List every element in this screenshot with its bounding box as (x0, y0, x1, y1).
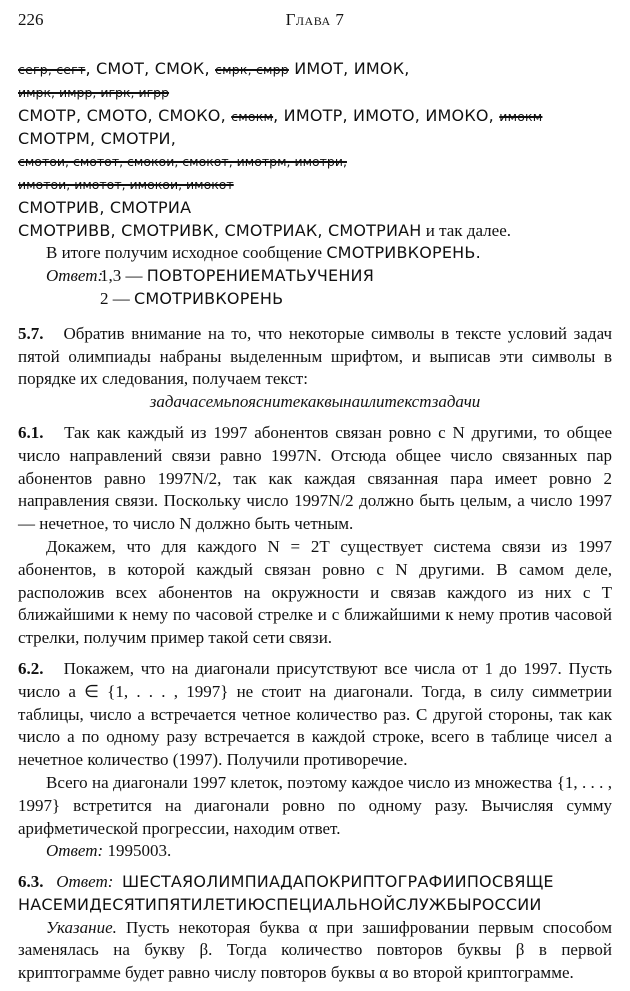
problem-number: 6.1. (18, 422, 44, 442)
struck-variants: сегр, сегт (18, 62, 86, 77)
hint-text: Пусть некоторая буква α при зашифровании первым способом заменялась на букву β. Тогда количество повторов буквы β в первой криптограмме будет равно числу повторов буквы α во второй криптограмме. (18, 917, 612, 983)
solution-6-1 (18, 422, 612, 536)
answer-value: 1995003. (103, 841, 172, 861)
hidden-message: задачасемьпояснитекаквынаилитекстзадачи (149, 392, 481, 412)
result-word: СМОТРИВКОРЕНЬ. (326, 243, 481, 263)
answer-row-2 (18, 288, 612, 311)
solution-5-7 (18, 323, 612, 391)
variants: СМОТР, СМОТО, СМОКО, (18, 105, 232, 125)
struck-variants: имокм (499, 108, 543, 124)
variants: , ИМОТР, ИМОТО, ИМОКО, (273, 105, 500, 125)
decode-line-8 (18, 220, 612, 243)
decode-line-1 (18, 58, 612, 82)
solution-text: Так как каждый из 1997 абонентов связан ровно с N другими, то общее число направлений связи равно 1997N. Отсюда общее число связанных пар абонентов равно 1997N/2, так как каждая связанная пара имеет ровно 2 направления связи. Поскольку число 1997N/2 должно быть целым, а число 1997 — нечетное, то число N должно быть четным. (18, 422, 613, 534)
decode-line-4: СМОТРМ, СМОТРИ, (18, 129, 177, 149)
answer-number: 2 — (100, 288, 134, 308)
decode-line-6: имотои, имотот, имокои, имокот (18, 176, 234, 192)
trailing-text: и так далее. (421, 220, 511, 240)
answer-row-1 (18, 265, 612, 288)
struck-variants: смокм (231, 108, 274, 124)
decode-result (18, 242, 612, 265)
solution-6-1-part-2: Докажем, что для каждого N = 2T существует система связи из 1997 абонентов, в которой каждый связан ровно с N другими. В самом деле, расположив всех абонентов на окружности и связав каждого из них с T ближайшими к нему по часовой стрелке и с ближайшими к нему против часовой стрелки, получим пример такой сети связи. (18, 536, 612, 648)
solution-6-2 (18, 658, 612, 772)
answer-text-line-2: НАСЕМИДЕСЯТИПЯТИЛЕТИЮСПЕЦИАЛЬНОЙСЛУЖБЫРОССИИ (18, 894, 542, 914)
variants: , СМОТ, СМОК, (85, 59, 216, 78)
answer-number: 1,3 — (100, 266, 147, 286)
answer-label: Ответ: (56, 872, 114, 892)
result-text: В итоге получим исходное сообщение (46, 243, 327, 263)
page-content (18, 58, 612, 985)
decode-line-5: смотои, смотот, смокои, смокот, имотрм, имотри, (18, 154, 347, 170)
solution-text: Обратив внимание на то, что некоторые символы в тексте условий задач пятой олимпиады набраны выделенным шрифтом, и выписав эти символы в порядке их следования, получаем текст: (18, 323, 612, 389)
spacer (18, 863, 612, 871)
decode-line-2: имрк, имрр, игрк, игрр (18, 84, 170, 100)
answer-label: Ответ: (46, 266, 104, 286)
solution-6-3 (18, 871, 612, 917)
problem-number: 5.7. (18, 323, 44, 343)
solution-6-3-hint (18, 917, 612, 985)
answer-text: СМОТРИВКОРЕНЬ (134, 288, 284, 308)
spacer (18, 650, 612, 658)
answer-text-line-1: ШЕСТАЯОЛИМПИАДАПОКРИПТОГРАФИИПОСВЯЩЕ (121, 872, 554, 892)
running-title: Глава 7 (285, 10, 345, 29)
spacer (18, 414, 612, 422)
spacer (18, 311, 612, 323)
answer-label: Ответ: (46, 841, 104, 861)
solution-text: Покажем, что на диагонали присутствуют все числа от 1 до 1997. Пусть число a ∈ {1, . . . , 1997} не стоит на диагонали. Тогда, в силу симметрии таблицы, число a встречается четное количество раз. С другой стороны, так как число a по одному разу встречается в каждой строке, всего в таблице чисел a нечетное количество (1997). Получили противоречие. (18, 658, 612, 770)
variants: ИМОТ, ИМОК, (288, 59, 410, 78)
page-header (18, 10, 612, 32)
solution-6-2-answer (18, 840, 612, 863)
hint-label: Указание. (46, 917, 117, 937)
struck-variants: смрк, смрр (215, 62, 289, 77)
problem-number: 6.2. (18, 658, 44, 678)
decoding-steps (18, 58, 612, 311)
decode-line-7: СМОТРИВ, СМОТРИА (18, 197, 192, 217)
page-number: 226 (18, 10, 44, 29)
decode-line-3 (18, 105, 612, 129)
problem-number: 6.3. (18, 872, 44, 892)
answer-text: ПОВТОРЕНИЕМАТЬУЧЕНИЯ (146, 266, 375, 286)
solution-6-2-part-2: Всего на диагонали 1997 клеток, поэтому каждое число из множества {1, . . . , 1997} встретится на диагонали ровно по одному разу. Вычисляя сумму арифметической прогрессии, находим ответ. (18, 772, 612, 838)
variants: СМОТРИВВ, СМОТРИВК, СМОТРИАК, СМОТРИАН (18, 220, 422, 240)
